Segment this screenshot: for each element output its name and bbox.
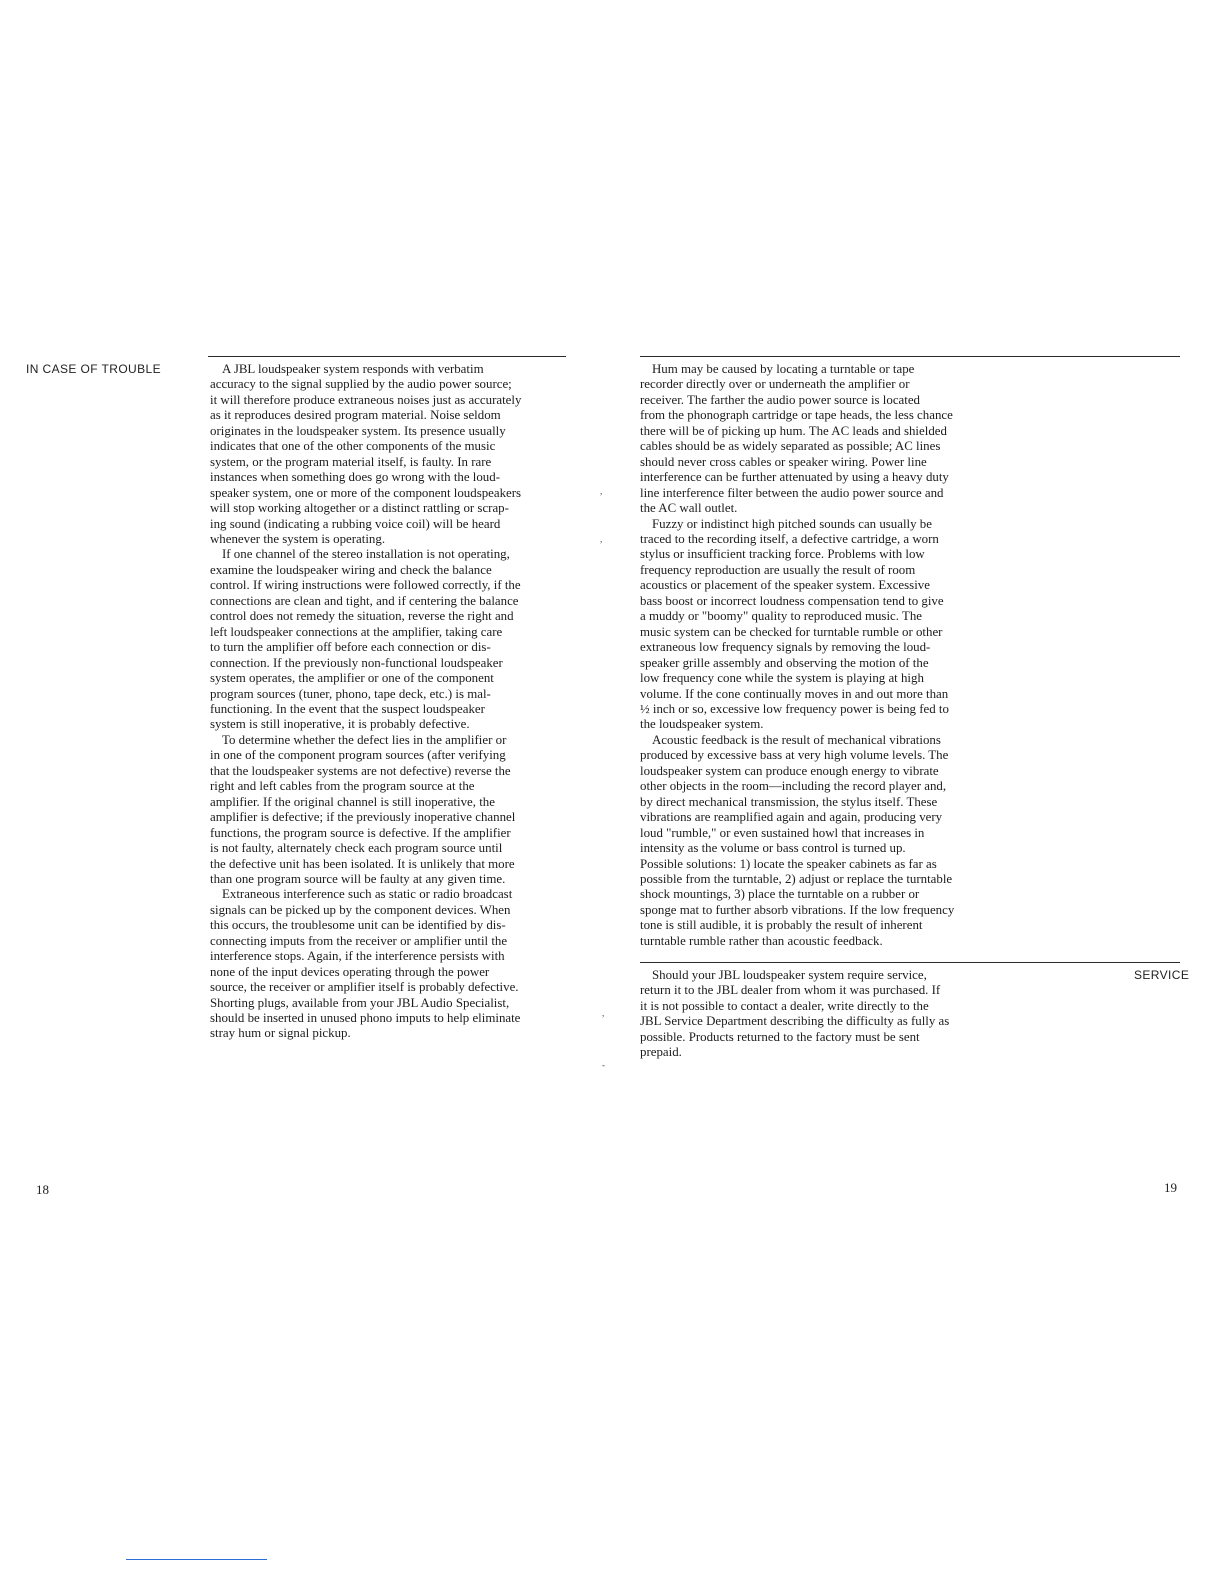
text-line: program sources (tuner, phono, tape deck, etc.) is mal-	[210, 686, 491, 701]
paragraph	[640, 733, 1010, 949]
text-line: bass boost or incorrect loudness compensation tend to give	[640, 593, 944, 608]
text-line: interference stops. Again, if the interference persists with	[210, 949, 505, 964]
scan-speck: ,	[600, 534, 603, 544]
section-label-service: SERVICE	[1134, 968, 1190, 982]
text-line: accuracy to the signal supplied by the audio power source;	[210, 377, 512, 392]
text-line: as it reproduces desired program material. Noise seldom	[210, 408, 501, 423]
text-line: low frequency cone while the system is playing at high	[640, 671, 924, 686]
text-line: speaker system, one or more of the component loudspeakers	[210, 485, 522, 500]
text-line: Should your JBL loudspeaker system require service,	[652, 968, 927, 982]
text-line: should be inserted in unused phono imputs to help eliminate	[210, 1011, 521, 1026]
text-line: to turn the amplifier off before each connection or dis-	[210, 640, 491, 655]
text-line: vibrations are reamplified again and again, producing very	[640, 810, 943, 825]
text-line: it will therefore produce extraneous noises just as accurately	[210, 392, 522, 407]
text-line: originates in the loudspeaker system. Its presence usually	[210, 423, 506, 438]
text-line: is not faulty, alternately check each program source until	[210, 841, 503, 856]
paragraph	[210, 887, 570, 1042]
text-line: instances when something does go wrong with the loud-	[210, 470, 500, 485]
left-top-rule	[208, 356, 566, 357]
page-number-right: 19	[1164, 1180, 1177, 1195]
service-text-column	[640, 968, 1010, 1061]
text-line: a muddy or "boomy" quality to reproduced music. The	[640, 609, 923, 624]
text-line: speaker grille assembly and observing the motion of the	[640, 655, 929, 670]
text-line: A JBL loudspeaker system responds with verbatim	[222, 362, 484, 376]
text-line: cables should be as widely separated as possible; AC lines	[640, 439, 941, 454]
text-line: stray hum or signal pickup.	[210, 1026, 351, 1041]
text-line: it is not possible to contact a dealer, write directly to the	[640, 998, 929, 1013]
text-line: shock mountings, 3) place the turntable on a rubber or	[640, 887, 920, 902]
left-text-column	[210, 362, 570, 1042]
text-line: control does not remedy the situation, reverse the right and	[210, 609, 514, 624]
scan-speck: ,	[602, 1008, 605, 1018]
text-line: indicates that one of the other components of the music	[210, 439, 496, 454]
text-line: system operates, the amplifier or one of the component	[210, 671, 494, 686]
text-line: produced by excessive bass at very high volume levels. The	[640, 748, 949, 763]
text-line: the defective unit has been isolated. It is unlikely that more	[210, 856, 515, 871]
text-line: turntable rumble rather than acoustic feedback.	[640, 933, 883, 948]
text-line: functioning. In the event that the suspect loudspeaker	[210, 701, 485, 716]
text-line: whenever the system is operating.	[210, 531, 386, 546]
text-line: should never cross cables or speaker wiring. Power line	[640, 454, 927, 469]
text-line: recorder directly over or underneath the amplifier or	[640, 377, 910, 392]
text-line: prepaid.	[640, 1045, 682, 1060]
text-line: ½ inch or so, excessive low frequency power is being fed to	[640, 701, 949, 716]
text-line: possible from the turntable, 2) adjust or replace the turntable	[640, 871, 953, 886]
text-line: Acoustic feedback is the result of mechanical vibrations	[652, 732, 941, 747]
page-number-left: 18	[36, 1182, 49, 1197]
text-line: will stop working altogether or a distinct rattling or scrap-	[210, 501, 509, 516]
text-line: Extraneous interference such as static or radio broadcast	[222, 887, 513, 902]
text-line: control. If wiring instructions were followed correctly, if the	[210, 578, 521, 593]
text-line: traced to the recording itself, a defective cartridge, a worn	[640, 531, 939, 546]
text-line: by direct mechanical transmission, the stylus itself. These	[640, 794, 938, 809]
scan-speck: ,	[600, 486, 603, 496]
text-line: amplifier. If the original channel is still inoperative, the	[210, 794, 495, 809]
text-line: connections are clean and tight, and if centering the balance	[210, 593, 519, 608]
text-line: If one channel of the stereo installation is not operating,	[222, 547, 510, 562]
text-line: interference can be further attenuated by using a heavy duty	[640, 470, 949, 485]
text-line: than one program source will be faulty at any given time.	[210, 871, 506, 886]
text-line: system is still inoperative, it is probably defective.	[210, 717, 470, 732]
text-line: intensity as the volume or bass control is turned up.	[640, 841, 906, 856]
text-line: receiver. The farther the audio power source is located	[640, 392, 921, 407]
service-rule	[640, 962, 1180, 963]
text-line: source, the receiver or amplifier itself is probably defective.	[210, 980, 519, 995]
text-line: other objects in the room—including the record player and,	[640, 779, 947, 794]
blue-underline-mark	[126, 1559, 267, 1560]
text-line: stylus or insufficient tracking force. Problems with low	[640, 547, 925, 562]
text-line: from the phonograph cartridge or tape heads, the less chance	[640, 408, 953, 423]
text-line: extraneous low frequency signals by removing the loud-	[640, 640, 931, 655]
paragraph	[640, 362, 1010, 517]
text-line: possible. Products returned to the factory must be sent	[640, 1029, 920, 1044]
paragraph	[210, 362, 570, 547]
text-line: return it to the JBL dealer from whom it was purchased. If	[640, 983, 941, 998]
paragraph	[210, 733, 570, 888]
text-line: Possible solutions: 1) locate the speaker cabinets as far as	[640, 856, 937, 871]
text-line: acoustics or placement of the speaker system. Excessive	[640, 578, 930, 593]
text-line: sponge mat to further absorb vibrations. If the low frequency	[640, 902, 955, 917]
text-line: music system can be checked for turntable rumble or other	[640, 624, 943, 639]
text-line: volume. If the cone continually moves in and out more than	[640, 686, 949, 701]
text-line: loud "rumble," or even sustained howl that increases in	[640, 825, 925, 840]
text-line: none of the input devices operating through the power	[210, 964, 490, 979]
text-line: examine the loudspeaker wiring and check the balance	[210, 562, 492, 577]
text-line: functions, the program source is defective. If the amplifier	[210, 825, 511, 840]
text-line: connecting imputs from the receiver or amplifier until the	[210, 933, 508, 948]
text-line: line interference filter between the audio power source and	[640, 485, 944, 500]
text-line: in one of the component program sources (after verifying	[210, 748, 506, 763]
text-line: amplifier is defective; if the previously inoperative channel	[210, 810, 516, 825]
right-top-rule	[640, 356, 1180, 357]
text-line: Hum may be caused by locating a turntable or tape	[652, 362, 915, 376]
text-line: connection. If the previously non-functional loudspeaker	[210, 655, 503, 670]
section-label-in-case-of-trouble: IN CASE OF TROUBLE	[26, 362, 162, 376]
text-line: loudspeaker system can produce enough energy to vibrate	[640, 763, 939, 778]
text-line: Fuzzy or indistinct high pitched sounds can usually be	[652, 516, 932, 531]
text-line: system, or the program material itself, is faulty. In rare	[210, 454, 492, 469]
text-line: this occurs, the troublesome unit can be identified by dis-	[210, 918, 506, 933]
text-line: tone is still audible, it is probably the result of inherent	[640, 918, 923, 933]
text-line: there will be of picking up hum. The AC leads and shielded	[640, 423, 947, 438]
scan-speck: -	[602, 1060, 605, 1070]
text-line: that the loudspeaker systems are not defective) reverse the	[210, 763, 511, 778]
paragraph	[640, 968, 1010, 1061]
text-line: signals can be picked up by the component devices. When	[210, 902, 511, 917]
right-text-column-trouble	[640, 362, 1010, 949]
text-line: the AC wall outlet.	[640, 501, 738, 516]
text-line: frequency reproduction are usually the result of room	[640, 562, 916, 577]
text-line: To determine whether the defect lies in the amplifier or	[222, 732, 507, 747]
text-line: ing sound (indicating a rubbing voice coil) will be heard	[210, 516, 501, 531]
paragraph	[640, 517, 1010, 733]
text-line: right and left cables from the program source at the	[210, 779, 475, 794]
text-line: JBL Service Department describing the difficulty as fully as	[640, 1014, 950, 1029]
text-line: left loudspeaker connections at the amplifier, taking care	[210, 624, 503, 639]
text-line: Shorting plugs, available from your JBL Audio Specialist,	[210, 995, 510, 1010]
paragraph	[210, 547, 570, 732]
text-line: the loudspeaker system.	[640, 717, 764, 732]
